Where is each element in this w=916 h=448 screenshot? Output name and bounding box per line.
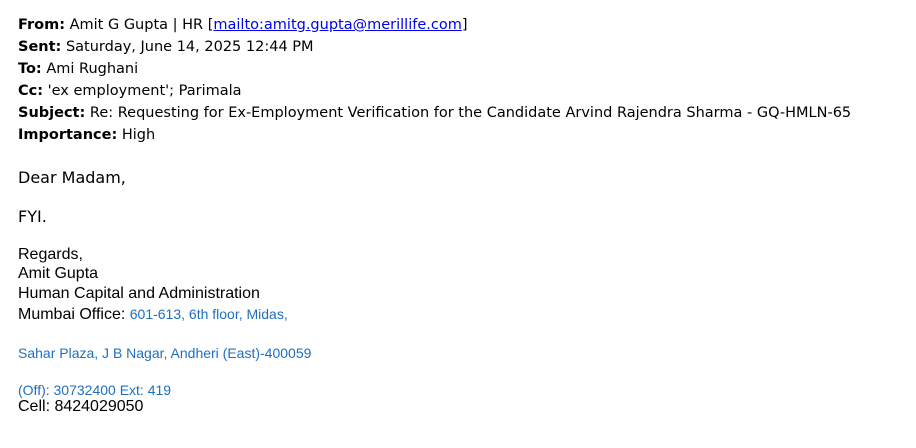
to-row — [18, 58, 851, 80]
cell-phone: Cell: 8424029050 — [18, 398, 144, 415]
from-bracket-close: ] — [461, 17, 468, 33]
signature-name: Amit Gupta — [18, 265, 99, 282]
sent-value: Saturday, June 14, 2025 12:44 PM — [65, 39, 314, 55]
from-label: From: — [18, 17, 65, 33]
cc-label: Cc: — [18, 83, 44, 99]
signature-regards: Regards, — [18, 246, 83, 263]
from-row — [18, 14, 851, 36]
to-label: To: — [18, 61, 42, 77]
sent-label: Sent: — [18, 39, 62, 55]
message-text: FYI. — [18, 207, 47, 226]
address-line-2: Sahar Plaza, J B Nagar, Andheri (East)-400059 — [18, 345, 312, 361]
cc-value: 'ex employment'; Parimala — [47, 83, 242, 99]
from-bracket-open: [ — [207, 17, 214, 33]
from-name: Amit G Gupta | HR — [69, 17, 204, 33]
greeting-text: Dear Madam, — [18, 168, 126, 187]
signature-office-line — [18, 304, 288, 325]
office-phone: (Off): 30732400 Ext: 419 — [18, 382, 172, 398]
from-email-link[interactable]: mailto:amitg.gupta@merillife.com — [213, 17, 462, 33]
subject-value: Re: Requesting for Ex-Employment Verification for the Candidate Arvind Rajendra Sharma - GQ-HMLN-65 — [89, 105, 852, 121]
office-label: Mumbai Office: — [18, 306, 126, 323]
importance-value: High — [121, 127, 156, 143]
importance-label: Importance: — [18, 127, 118, 143]
cc-row — [18, 80, 851, 102]
address-line-1: 601-613, 6th floor, Midas, — [129, 306, 288, 322]
email-header — [18, 14, 851, 146]
subject-label: Subject: — [18, 105, 86, 121]
sent-row — [18, 36, 851, 58]
signature-department: Human Capital and Administration — [18, 285, 260, 302]
importance-row — [18, 124, 851, 146]
to-value: Ami Rughani — [46, 61, 139, 77]
subject-row — [18, 102, 851, 124]
